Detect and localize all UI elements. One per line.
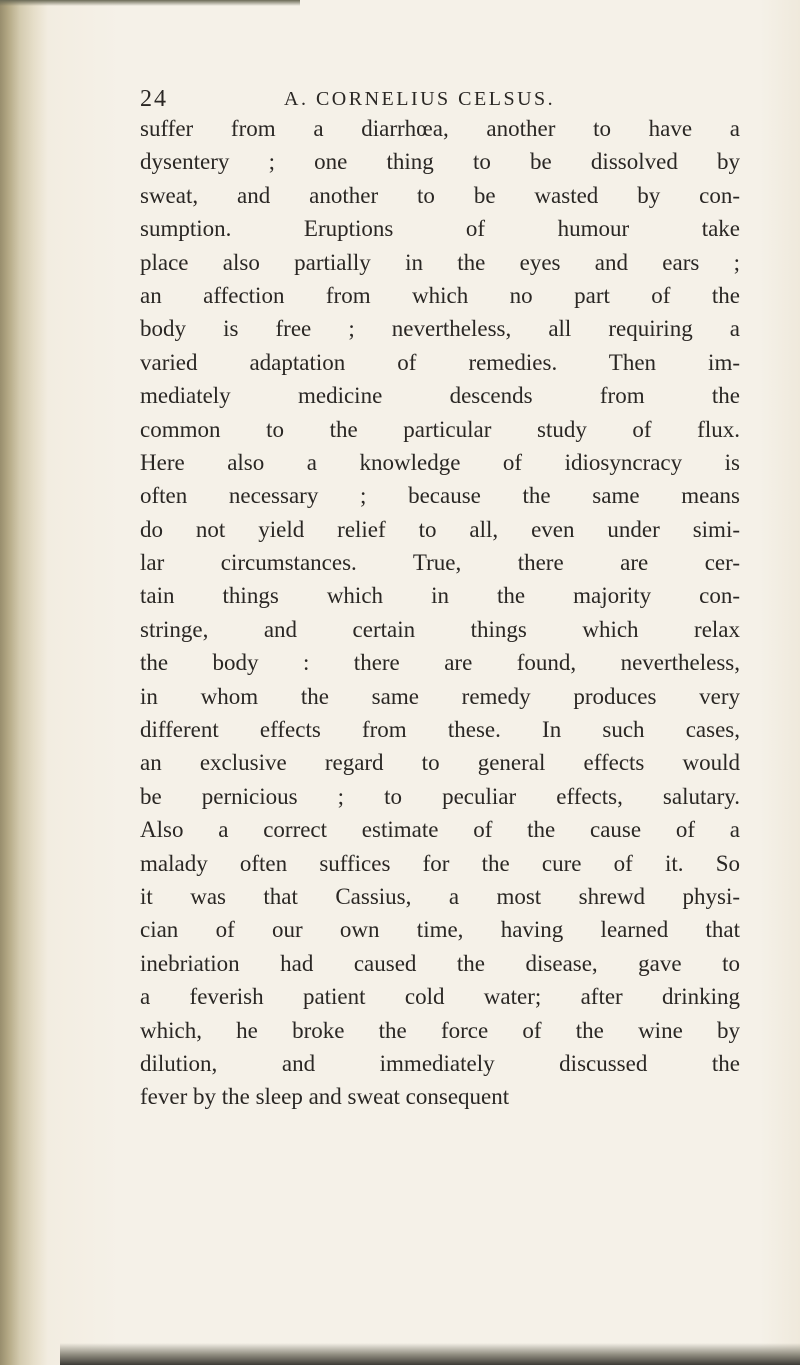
text-line: Also a correct estimate of the cause of a	[140, 817, 740, 843]
binding-gutter-shadow	[0, 0, 48, 1365]
text-line: different effects from these. In such cases,	[140, 717, 740, 743]
text-line: stringe, and certain things which relax	[140, 616, 740, 642]
text-line: be pernicious ; to peculiar effects, salutary.	[140, 783, 740, 809]
text-line: body is free ; nevertheless, all requiring a	[140, 316, 740, 342]
running-title: A. CORNELIUS CELSUS.	[284, 88, 556, 110]
text-line: malady often suffices for the cure of it. So	[140, 850, 740, 876]
text-line: Here also a knowledge of idiosyncracy is	[140, 449, 740, 475]
text-line: lar circumstances. True, there are cer-	[140, 550, 740, 576]
top-edge-shadow	[0, 0, 300, 6]
text-line: in whom the same remedy produces very	[140, 683, 740, 709]
text-line: fever by the sleep and sweat consequent	[140, 1084, 510, 1110]
text-line: an affection from which no part of the	[140, 282, 740, 308]
text-line: dilution, and immediately discussed the	[140, 1050, 740, 1076]
text-line: which, he broke the force of the wine by	[140, 1017, 740, 1043]
text-line: varied adaptation of remedies. Then im-	[140, 349, 740, 375]
text-line: an exclusive regard to general effects would	[140, 750, 740, 776]
text-line: it was that Cassius, a most shrewd physi-	[140, 883, 740, 909]
text-line: a feverish patient cold water; after drinking	[140, 984, 740, 1010]
body-text	[140, 112, 740, 1114]
text-line: often necessary ; because the same means	[140, 483, 740, 509]
text-line: place also partially in the eyes and ears ;	[140, 249, 740, 275]
text-line: sumption. Eruptions of humour take	[140, 216, 740, 242]
text-line: common to the particular study of flux.	[140, 416, 740, 442]
bottom-edge-shadow	[60, 1343, 800, 1365]
page-number: 24	[140, 86, 168, 112]
text-line: sweat, and another to be wasted by con-	[140, 182, 740, 208]
text-line: cian of our own time, having learned that	[140, 917, 740, 943]
text-line: do not yield relief to all, even under simi-	[140, 516, 740, 542]
text-line: the body : there are found, nevertheless,	[140, 650, 740, 676]
text-line: dysentery ; one thing to be dissolved by	[140, 149, 740, 175]
text-line: suffer from a diarrhœa, another to have a	[140, 116, 740, 141]
text-line: mediately medicine descends from the	[140, 383, 740, 409]
text-line: inebriation had caused the disease, gave to	[140, 950, 740, 976]
text-line: tain things which in the majority con-	[140, 583, 740, 609]
